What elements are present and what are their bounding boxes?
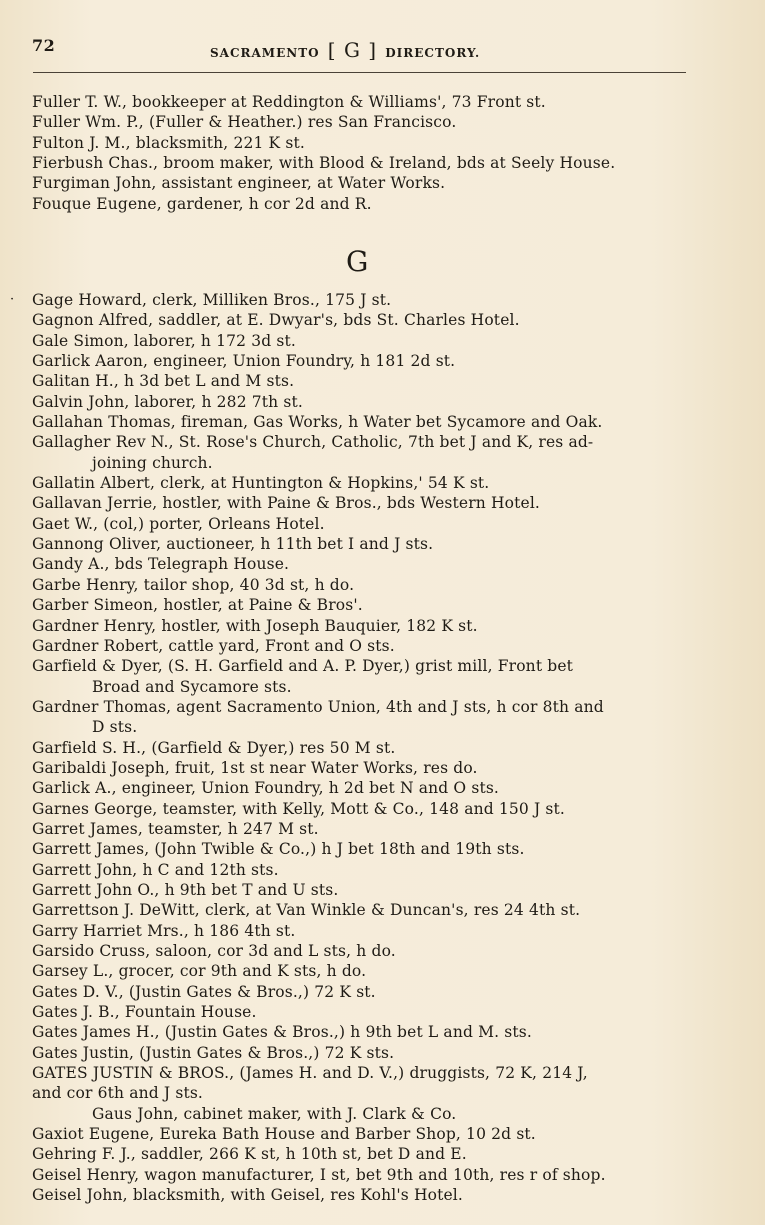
directory-entry: Garfield & Dyer, (S. H. Garfield and A. P. Dyer,) grist mill, Front bet — [32, 657, 574, 676]
directory-entry: Geisel Henry, wagon manufacturer, I st, bet 9th and 10th, res r of shop. — [32, 1165, 606, 1184]
directory-entry: Gandy A., bds Telegraph House. — [32, 555, 290, 574]
directory-entry: Garrett John, h C and 12th sts. — [32, 860, 279, 879]
directory-entry: Gannong Oliver, auctioneer, h 11th bet I and J sts. — [32, 535, 434, 554]
directory-entry: Gardner Robert, cattle yard, Front and O sts. — [32, 636, 395, 655]
directory-entry: Fuller Wm. P., (Fuller & Heather.) res San Francisco. — [32, 113, 457, 132]
directory-entry: D sts. — [92, 718, 138, 737]
page-number: 72 — [32, 36, 56, 55]
directory-entry: Broad and Sycamore sts. — [92, 677, 292, 696]
directory-entry: Galitan H., h 3d bet L and M sts. — [32, 372, 295, 391]
directory-entry: Gallahan Thomas, fireman, Gas Works, h Water bet Sycamore and Oak. — [32, 413, 603, 432]
directory-entry: Gallavan Jerrie, hostler, with Paine & Bros., bds Western Hotel. — [32, 494, 541, 513]
directory-entry: Gates D. V., (Justin Gates & Bros.,) 72 K st. — [32, 982, 376, 1001]
directory-entry: Gallagher Rev N., St. Rose's Church, Catholic, 7th bet J and K, res ad- — [32, 433, 594, 452]
directory-entry: Gates J. B., Fountain House. — [32, 1003, 257, 1022]
directory-entry: Geisel John, blacksmith, with Geisel, res Kohl's Hotel. — [32, 1186, 463, 1205]
directory-entry: joining church. — [92, 453, 213, 472]
directory-entry: Garlick A., engineer, Union Foundry, h 2d bet N and O sts. — [32, 779, 500, 798]
directory-entry: Gaus John, cabinet maker, with J. Clark & Co. — [92, 1104, 457, 1123]
directory-entry: Gardner Henry, hostler, with Joseph Bauquier, 182 K st. — [32, 616, 478, 635]
directory-entry: Garfield S. H., (Garfield & Dyer,) res 50 M st. — [32, 738, 396, 757]
entries-main — [32, 290, 702, 1205]
directory-entry: Gardner Thomas, agent Sacramento Union, 4th and J sts, h cor 8th and — [32, 697, 604, 716]
directory-entry: Galvin John, laborer, h 282 7th st. — [32, 392, 303, 411]
directory-entry: Garrett John O., h 9th bet T and U sts. — [32, 880, 339, 899]
directory-entry: Fierbush Chas., broom maker, with Blood & Ireland, bds at Seely House. — [32, 154, 616, 173]
directory-entry: Gallatin Albert, clerk, at Huntington & Hopkins,' 54 K st. — [32, 474, 490, 493]
directory-entry: Garsido Cruss, saloon, cor 3d and L sts, h do. — [32, 942, 396, 960]
directory-entry: Gates James H., (Justin Gates & Bros.,) h 9th bet L and M. sts. — [32, 1023, 532, 1042]
running-title-right: DIRECTORY. — [385, 46, 481, 60]
running-title-left: SACRAMENTO — [210, 46, 320, 60]
directory-entry: Garry Harriet Mrs., h 186 4th st. — [32, 921, 296, 940]
directory-entry: and cor 6th and J sts. — [32, 1084, 203, 1103]
directory-entry: Fuller T. W., bookkeeper at Reddington & Williams', 73 Front st. — [32, 93, 546, 111]
running-title — [210, 38, 480, 62]
entries-top — [32, 92, 702, 214]
directory-entry: Garlick Aaron, engineer, Union Foundry, h 181 2d st. — [32, 352, 456, 371]
directory-entry: Garnes George, teamster, with Kelly, Mott & Co., 148 and 150 J st. — [32, 799, 565, 818]
directory-entry: Garret James, teamster, h 247 M st. — [32, 819, 319, 838]
directory-entry: Fouque Eugene, gardener, h cor 2d and R. — [32, 194, 372, 213]
page-header — [30, 32, 700, 60]
directory-entry: Gagnon Alfred, saddler, at E. Dwyar's, bds St. Charles Hotel. — [32, 311, 520, 330]
running-title-letter: [ G ] — [327, 38, 378, 62]
directory-entry: Gates Justin, (Justin Gates & Bros.,) 72 K sts. — [32, 1043, 395, 1062]
margin-bullet: · — [10, 292, 15, 307]
directory-entry: Garrettson J. DeWitt, clerk, at Van Winkle & Duncan's, res 24 4th st. — [32, 901, 581, 920]
directory-entry: GATES JUSTIN & BROS., (James H. and D. V.,) druggists, 72 K, 214 J, — [32, 1064, 588, 1083]
directory-entry: Garbe Henry, tailor shop, 40 3d st, h do. — [32, 575, 355, 594]
directory-entry: Gage Howard, clerk, Milliken Bros., 175 J st. — [32, 291, 392, 309]
directory-entry: Garsey L., grocer, cor 9th and K sts, h do. — [32, 962, 367, 981]
directory-entry: Gehring F. J., saddler, 266 K st, h 10th st, bet D and E. — [32, 1145, 467, 1164]
directory-entry: Furgiman John, assistant engineer, at Water Works. — [32, 174, 446, 193]
directory-entry: Gaxiot Eugene, Eureka Bath House and Barber Shop, 10 2d st. — [32, 1125, 536, 1144]
section-letter: G — [346, 245, 369, 278]
directory-entry: Garber Simeon, hostler, at Paine & Bros'. — [32, 596, 363, 615]
directory-entry: Gaet W., (col,) porter, Orleans Hotel. — [32, 514, 325, 533]
directory-entry: Garrett James, (John Twible & Co.,) h J bet 18th and 19th sts. — [32, 840, 525, 859]
header-rule — [33, 72, 686, 73]
directory-entry: Gale Simon, laborer, h 172 3d st. — [32, 331, 296, 350]
directory-entry: Garibaldi Joseph, fruit, 1st st near Water Works, res do. — [32, 758, 478, 777]
directory-entry: Fulton J. M., blacksmith, 221 K st. — [32, 133, 305, 152]
